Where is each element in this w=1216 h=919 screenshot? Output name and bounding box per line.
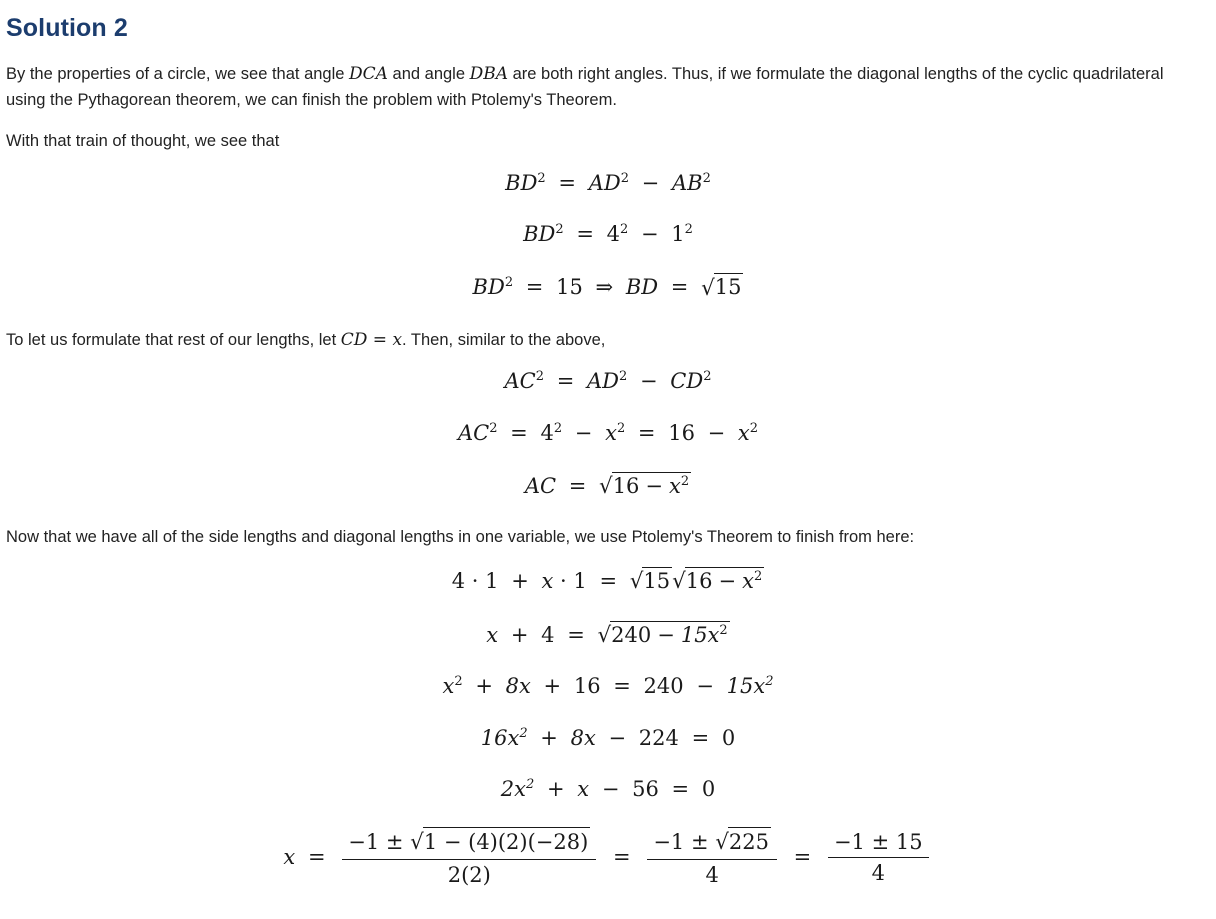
eq12-equals-3: = xyxy=(793,844,812,869)
eq12-numerator-3: −1 ± 15 xyxy=(828,829,929,858)
eq7-equals: = xyxy=(599,568,618,593)
eq10-a: 16x xyxy=(480,725,520,750)
eq5-lhs-exp: 2 xyxy=(489,420,498,436)
eq12-x: x xyxy=(283,844,296,869)
eq3-lhs: BD xyxy=(472,275,505,300)
eq4-term2: CD xyxy=(670,369,704,394)
eq10-plus: + xyxy=(540,725,558,750)
eq11-a-exp: 2 xyxy=(526,776,535,792)
train-of-thought-paragraph: With that train of thought, we see that xyxy=(6,132,280,151)
eq7-sqrt-2: $√16 - x^2$ xyxy=(672,568,763,595)
eq12-sqrt-2: √225 xyxy=(715,827,771,857)
eq10-minus: − xyxy=(608,725,627,750)
eq1-equals: = xyxy=(558,170,576,195)
eq2-lhs-exp: 2 xyxy=(555,221,564,237)
eq4-lhs-exp: 2 xyxy=(535,369,545,385)
eq12-num2-lead: −1 ± xyxy=(653,829,709,854)
eq2-term2: 1 xyxy=(671,221,685,246)
eq9-equals: = xyxy=(613,674,631,699)
eq3-radicand: 15 xyxy=(714,275,742,300)
eq4-minus: − xyxy=(640,369,658,394)
eq9-e-exp: 2 xyxy=(765,674,774,690)
let-cd-paragraph xyxy=(6,327,1171,354)
eq8-equals: = xyxy=(567,622,585,647)
eq12-denominator-2: 4 xyxy=(705,862,719,887)
eq7-b: 1 xyxy=(485,568,499,593)
eq11-d: 0 xyxy=(701,776,716,801)
eq4-equals: = xyxy=(556,369,575,394)
intro-text-b: and angle xyxy=(387,65,470,83)
eq10-a-exp: 2 xyxy=(519,725,528,741)
eq6-minus: − xyxy=(645,473,664,498)
eq1-term1: AD xyxy=(588,170,621,195)
equation-1 xyxy=(6,171,1210,196)
eq6-radicand-b-exp: 2 xyxy=(680,473,690,489)
eq2-minus: − xyxy=(640,221,659,246)
eq5-term1: 4 xyxy=(540,420,554,445)
equation-5 xyxy=(6,421,1210,446)
eq7-c: 1 xyxy=(573,568,587,593)
intro-paragraph xyxy=(6,61,1171,113)
eq5-term4: x xyxy=(737,420,750,445)
equation-11 xyxy=(6,777,1210,802)
eq11-c: 56 xyxy=(632,776,659,801)
eq9-c: 16 xyxy=(573,674,601,699)
eq5-term1-exp: 2 xyxy=(553,420,563,436)
eq4-term1-exp: 2 xyxy=(619,369,628,385)
eq1-term1-exp: 2 xyxy=(620,170,629,186)
eq3-equals-2: = xyxy=(670,275,689,300)
eq7-radicand-2b: x xyxy=(742,568,754,593)
eq12-num1-lead: −1 ± xyxy=(348,829,404,854)
eq1-term2: AB xyxy=(671,170,703,195)
eq9-minus: − xyxy=(696,674,714,699)
eq8-sqrt: $√240 - 15x^2$ xyxy=(597,622,728,649)
let-cd-equation: CD = x xyxy=(340,329,403,350)
eq12-radicand-2: 225 xyxy=(728,829,769,854)
eq2-term1: 4 xyxy=(606,221,620,246)
eq5-equals-2: = xyxy=(637,420,656,445)
equation-4 xyxy=(6,369,1210,394)
eq10-d: 0 xyxy=(721,725,736,750)
eq11-equals: = xyxy=(671,776,690,801)
eq11-b: x xyxy=(577,776,590,801)
eq4-term2-exp: 2 xyxy=(703,369,712,385)
let-text-a: To let us formulate that rest of our lengths, let xyxy=(6,330,341,349)
eq10-c: 224 xyxy=(638,725,679,750)
equation-10 xyxy=(6,726,1210,751)
eq12-sqrt-1: √1 − (4)(2)(−28) xyxy=(410,827,590,857)
equation-8 xyxy=(6,621,1210,649)
eq6-radicand-a: 16 xyxy=(612,473,640,498)
eq3-value: 15 xyxy=(556,275,583,300)
eq8-radicand-2-exp: 2 xyxy=(719,622,728,638)
eq9-b: 8x xyxy=(505,674,531,699)
eq2-term1-exp: 2 xyxy=(620,221,629,237)
eq5-equals: = xyxy=(510,420,528,445)
eq4-term1: AD xyxy=(587,369,620,394)
eq7-dot-2: · xyxy=(560,568,567,593)
eq12-radicand-1: 1 − (4)(2)(−28) xyxy=(423,829,589,854)
eq7-x: x xyxy=(541,568,554,593)
eq10-equals: = xyxy=(691,725,710,750)
equation-3 xyxy=(6,273,1210,301)
eq12-fraction-2 xyxy=(647,827,777,888)
eq5-term2-exp: 2 xyxy=(616,420,626,436)
eq12-denominator-1: 2(2) xyxy=(447,862,491,887)
eq7-sqrt-1: √15 xyxy=(629,568,671,595)
eq12-numerator-2 xyxy=(647,827,777,860)
intro-text-c: are both right angles. Thus, if we formulate the diagonal lengths of the cyclic quadrilateral using the Pythagorean theorem, we can finish the problem with Ptolemy's Theorem. xyxy=(6,65,1164,109)
eq12-numerator-1 xyxy=(342,827,596,860)
angle-dca: DCA xyxy=(349,64,388,84)
eq6-sqrt: $√16 - x^2$ xyxy=(599,473,690,500)
eq12-equals-2: = xyxy=(613,844,631,869)
eq7-radicand-2a: 16 xyxy=(685,568,713,593)
eq11-a: 2x xyxy=(500,776,527,801)
equation-7 xyxy=(6,567,1210,595)
let-text-b: . Then, similar to the above, xyxy=(402,330,606,349)
eq7-minus: − xyxy=(718,568,737,593)
eq8-plus: + xyxy=(510,622,529,647)
eq7-plus: + xyxy=(511,568,529,593)
eq7-radicand-2b-exp: 2 xyxy=(753,568,763,584)
eq12-fraction-3 xyxy=(828,829,929,887)
eq2-equals: = xyxy=(576,221,594,246)
eq1-minus: − xyxy=(641,170,660,195)
page-title: Solution 2 xyxy=(6,14,128,42)
eq9-plus-2: + xyxy=(543,674,562,699)
eq6-equals: = xyxy=(568,473,587,498)
eq12-denominator-3: 4 xyxy=(871,860,885,885)
equation-6 xyxy=(6,472,1210,500)
eq8-radicand-2: 15x xyxy=(680,622,720,647)
eq9-e: 15x xyxy=(726,674,766,699)
eq7-dot: · xyxy=(471,568,479,593)
eq10-b: 8x xyxy=(570,725,596,750)
eq3-implies: ⇒ xyxy=(595,275,614,300)
eq5-term3: 16 xyxy=(668,420,695,445)
eq8-a: 4 xyxy=(541,622,555,647)
eq1-term2-exp: 2 xyxy=(702,170,711,186)
eq12-fraction-1 xyxy=(342,827,596,888)
equation-2 xyxy=(6,222,1210,247)
eq7-a: 4 xyxy=(451,568,466,593)
intro-text-a: By the properties of a circle, we see that angle xyxy=(6,65,350,83)
eq9-x: x xyxy=(442,674,455,699)
eq3-bd: BD xyxy=(625,275,659,300)
eq5-minus-2: − xyxy=(707,420,726,445)
angle-dba: DBA xyxy=(469,64,509,84)
eq9-d: 240 xyxy=(643,674,684,699)
eq4-lhs: AC xyxy=(504,369,536,394)
equation-9 xyxy=(6,674,1210,699)
eq3-sqrt: √15 xyxy=(701,275,742,301)
eq3-lhs-exp: 2 xyxy=(504,275,514,291)
eq1-lhs: BD xyxy=(505,170,538,195)
ptolemy-paragraph: Now that we have all of the side lengths and diagonal lengths in one variable, we use Ptolemy's Theorem to finish from here: xyxy=(6,528,915,547)
equation-12-quadratic-formula xyxy=(6,828,1210,889)
eq8-minus: − xyxy=(657,622,675,647)
eq7-radicand-1: 15 xyxy=(643,568,671,593)
eq6-radicand-b: x xyxy=(669,473,681,498)
eq6-lhs: AC xyxy=(524,473,557,498)
eq12-equals: = xyxy=(307,844,326,869)
eq5-term2: x xyxy=(605,420,617,445)
eq9-x-exp: 2 xyxy=(454,674,463,690)
eq11-plus: + xyxy=(546,776,565,801)
eq8-radicand-1: 240 xyxy=(611,622,652,647)
eq8-x: x xyxy=(486,622,499,647)
eq5-term4-exp: 2 xyxy=(749,420,759,436)
eq2-lhs: BD xyxy=(523,221,556,246)
eq11-minus: − xyxy=(601,776,620,801)
eq1-lhs-exp: 2 xyxy=(537,170,546,186)
eq2-term2-exp: 2 xyxy=(684,221,693,237)
eq5-minus: − xyxy=(574,420,593,445)
eq5-lhs: AC xyxy=(457,420,490,445)
eq3-equals: = xyxy=(525,275,544,300)
eq9-plus: + xyxy=(475,674,493,699)
